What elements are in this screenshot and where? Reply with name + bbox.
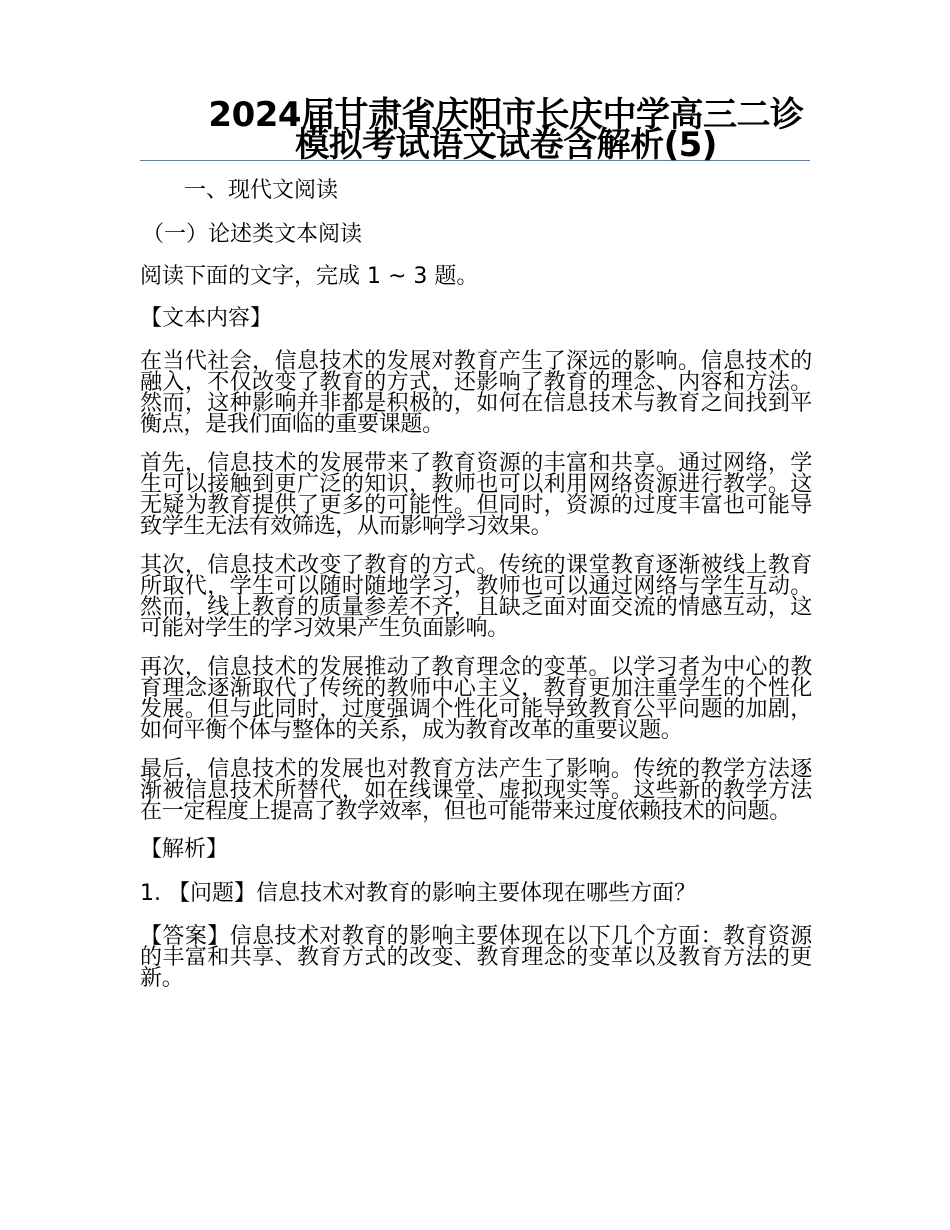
paragraph-second: 其次，信息技术改变了教育的方式。传统的课堂教育逐渐被线上教育所取代，学生可以随时随地学习，教师也可以通过网络与学生互动。然而，线上教育的质量参差不齐，且缺乏面对面交流的情感互动，这可能对学生的学习效果产生负面影响。 (140, 553, 812, 641)
paragraph-last: 最后，信息技术的发展也对教育方法产生了影响。传统的教学方法逐渐被信息技术所替代，如在线课堂、虚拟现实等。这些新的教学方法在一定程度上提高了教学效率，但也可能带来过度依赖技术的问题。 (140, 757, 812, 824)
analysis-label: 【解析】 (140, 837, 229, 862)
paragraph-third: 再次，信息技术的发展推动了教育理念的变革。以学习者为中心的教育理念逐渐取代了传统的教师中心主义，教育更加注重学生的个性化发展。但与此同时，过度强调个性化可能导致教育公平问题的加剧，如何平衡个体与整体的关系，成为教育改革的重要议题。 (140, 655, 812, 743)
document-page (140, 95, 812, 991)
text-content-label: 【文本内容】 (140, 306, 273, 331)
paragraph-first: 首先，信息技术的发展带来了教育资源的丰富和共享。通过网络，学生可以接触到更广泛的知识，教师也可以利用网络资源进行教学。这无疑为教育提供了更多的可能性。但同时，资源的过度丰富也可能导致学生无法有效筛选，从而影响学习效果。 (140, 451, 812, 539)
reading-instruction: 阅读下面的文字，完成 1 ~ 3 题。 (140, 264, 479, 289)
question-1: 1. 【问题】信息技术对教育的影响主要体现在哪些方面？ (140, 881, 696, 906)
section-heading: 一、现代文阅读 (184, 178, 339, 203)
answer-1: 【答案】信息技术对教育的影响主要体现在以下几个方面：教育资源的丰富和共享、教育方式的改变、教育理念的变革以及教育方法的更新。 (140, 924, 812, 991)
document-title: 2024届甘肃省庆阳市长庆中学高三二诊模拟考试语文试卷含解析(5) (208, 95, 804, 165)
subsection-heading: （一）论述类文本阅读 (142, 222, 363, 247)
paragraph-intro: 在当代社会，信息技术的发展对教育产生了深远的影响。信息技术的融入，不仅改变了教育的方式，还影响了教育的理念、内容和方法。然而，这种影响并非都是积极的，如何在信息技术与教育之间找到平衡点，是我们面临的重要课题。 (140, 349, 812, 437)
